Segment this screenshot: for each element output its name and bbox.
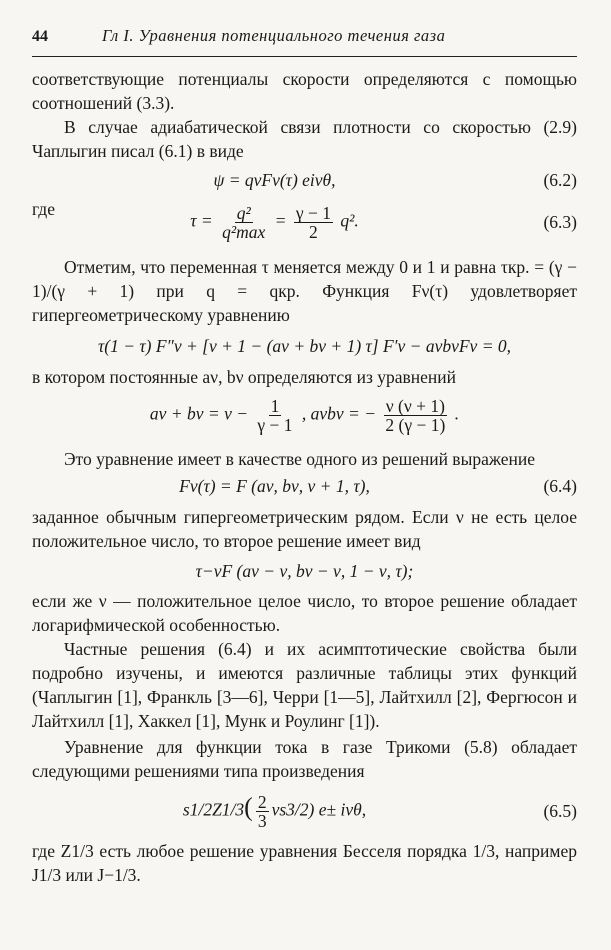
equation-6-3-number: (6.3) <box>543 212 577 232</box>
paragraph-10: где Z1/3 есть любое решение уравнения Бесселя порядка 1/3, например J1/3 или J−1/3. <box>32 841 577 885</box>
paragraph-3: Отметим, что переменная τ меняется между 0 и 1 и равна τкр. = (γ − 1)/(γ + 1) при q = qкр. Функция Fν(τ) удовлетворяет гипергеометрическому уравнению <box>32 257 577 325</box>
eq63-mid: = <box>274 210 287 231</box>
coef-fraction-1 <box>255 397 294 434</box>
page-number: 44 <box>32 28 48 45</box>
chapter-title: Гл I. Уравнения потенциального течения газа <box>102 26 446 45</box>
eq65-fraction <box>256 793 269 830</box>
coef-f1-den: γ − 1 <box>257 414 293 435</box>
coef-f2-den: 2 (γ − 1) <box>385 414 446 435</box>
equation-6-2 <box>32 163 577 197</box>
eq63-left: τ = <box>190 210 213 231</box>
second-solution <box>32 553 577 589</box>
equation-6-4 <box>32 471 577 501</box>
paragraph-5: Это уравнение имеет в качестве одного из решений выражение <box>64 449 535 469</box>
eq63-fraction-2 <box>294 204 333 241</box>
paragraph-1: соответствующие потенциалы скорости определяются с помощью соотношений (3.3). <box>32 69 577 113</box>
coef-right: . <box>454 403 460 424</box>
eq63-f2-den: 2 <box>309 221 318 242</box>
eq65-open-paren: ( <box>244 792 253 822</box>
coef-f2-num: ν (ν + 1) <box>385 395 445 416</box>
paragraph-6: заданное обычным гипергеометрическим рядом. Если ν не есть целое положительное число, то второе решение имеет вид <box>32 507 577 551</box>
paragraph-7: если же ν — положительное целое число, то второе решение обладает логарифмической особенностью. <box>32 591 577 635</box>
paragraph-9: Уравнение для функции тока в газе Трикоми (5.8) обладает следующими решениями типа произведения <box>32 737 577 781</box>
eq65-f-den: 3 <box>257 810 267 831</box>
coef-left: aν + bν = ν − <box>149 403 249 424</box>
eq63-fraction-1 <box>220 204 267 241</box>
eq63-f1-den: q²max <box>222 221 266 242</box>
coefficient-equations <box>32 389 577 441</box>
paragraph-4: в котором постоянные aν, bν определяются из уравнений <box>32 367 457 387</box>
eq65-right: νs3/2) e± iνθ, <box>271 799 367 820</box>
equation-6-5-number: (6.5) <box>543 801 577 821</box>
equation-6-4-body: Fν(τ) = F (aν, bν, ν + 1, τ), <box>179 476 370 496</box>
equation-6-3-body <box>32 204 517 241</box>
second-solution-body: τ−νF (aν − ν, bν − ν, 1 − ν, τ); <box>195 561 414 581</box>
coef-fraction-2 <box>383 397 447 434</box>
paragraph-2: В случае адиабатической связи плотности со скоростью (2.9) Чаплыгин писал (6.1) в виде <box>32 117 577 161</box>
paragraph-8: Частные решения (6.4) и их асимптотические свойства были подробно изучены, и имеются различные таблицы этих функций (Чаплыгин [1], Франкль [3—6], Черри [1—5], Лайтхилл [2], Фергюсон и Лайтхилл [1], Хаккел [1], Мунк и Роулинг [1]). <box>32 639 577 731</box>
equation-6-3 <box>32 197 577 247</box>
equation-6-2-number: (6.2) <box>543 170 577 190</box>
coef-mid: , aνbν = − <box>301 403 377 424</box>
book-page <box>32 24 577 887</box>
eq63-f2-num: γ − 1 <box>295 202 331 223</box>
equation-6-5-body <box>32 793 517 830</box>
eq63-f1-num: q² <box>236 202 251 223</box>
equation-6-3-lead: где <box>32 199 55 219</box>
header-rule <box>32 56 577 57</box>
coef-f1-num: 1 <box>270 395 280 416</box>
equation-6-2-body: ψ = qνFν(τ) eiνθ, <box>213 170 336 190</box>
equation-6-4-number: (6.4) <box>543 476 577 496</box>
eq63-right: q². <box>340 210 359 231</box>
coefficient-equations-body <box>32 397 577 434</box>
hypergeometric-equation <box>32 327 577 365</box>
eq65-left: s1/2Z1/3 <box>182 799 245 820</box>
hypergeometric-equation-body: τ(1 − τ) F″ν + [ν + 1 − (aν + bν + 1) τ] F′ν − aνbνFν = 0, <box>97 336 512 356</box>
equation-6-5 <box>32 783 577 839</box>
eq65-f-num: 2 <box>257 791 267 812</box>
running-header <box>32 24 577 54</box>
